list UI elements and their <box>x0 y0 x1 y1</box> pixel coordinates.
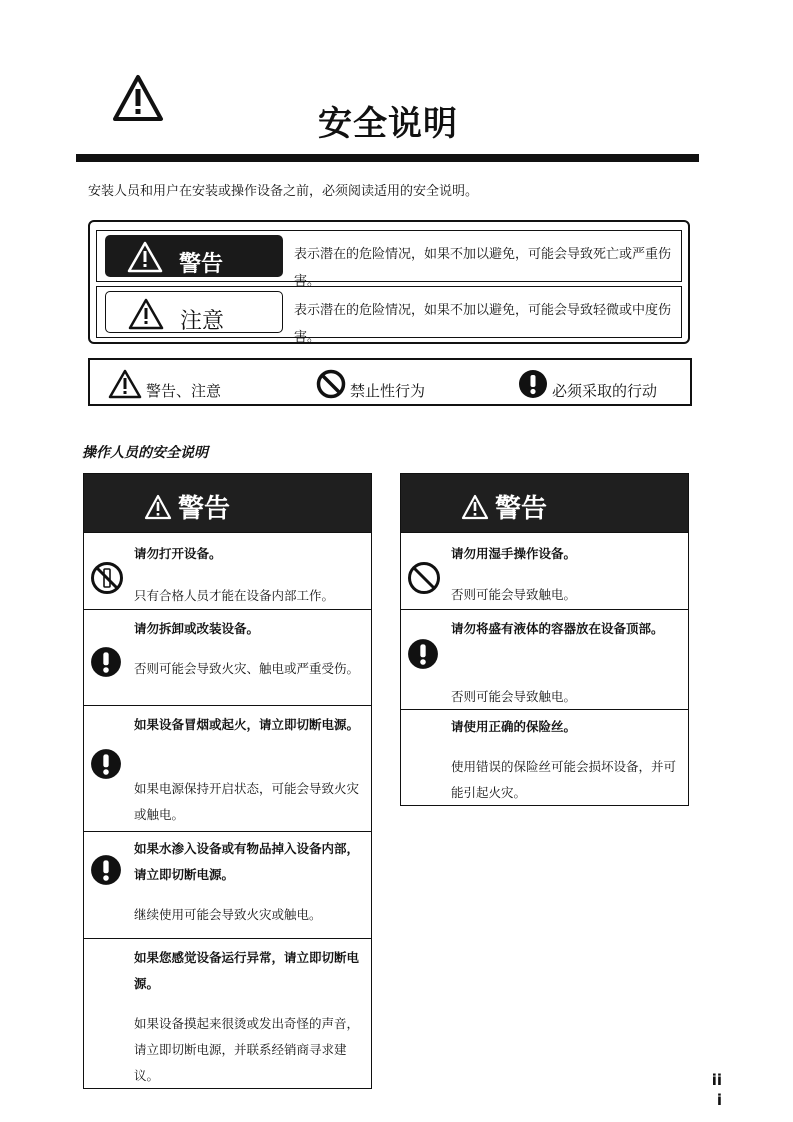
right-panel-title: 警告 <box>495 494 548 524</box>
exclamation-circle-icon <box>90 646 122 678</box>
warning-item <box>84 532 371 609</box>
warning-item <box>84 705 371 831</box>
warning-item <box>84 831 371 938</box>
symbol-mandatory-label: 必须采取的行动 <box>552 382 658 400</box>
warning-triangle-icon <box>144 494 172 520</box>
intro-text: 安装人员和用户在安装或操作设备之前，必须阅读适用的安全说明。 <box>88 184 479 199</box>
prohibition-icon <box>407 561 441 595</box>
item-description: 如果设备摸起来很烫或发出奇怪的声音，请立即切断电源，并联系经销商寻求建议。 <box>134 1016 360 1083</box>
right-panel-header <box>401 474 688 532</box>
warning-item <box>401 532 688 609</box>
section-heading: 操作人员的安全说明 <box>82 445 208 461</box>
symbol-mandatory <box>518 366 657 401</box>
symbol-prohibited <box>316 366 425 401</box>
prohibition-icon <box>316 369 346 399</box>
signal-word-legend <box>88 220 690 344</box>
symbol-warning-label: 警告、注意 <box>146 382 222 400</box>
legend-row-caution <box>96 286 682 345</box>
page-number-line-1: ii <box>711 1071 722 1089</box>
right-warning-panel <box>400 473 689 806</box>
left-panel-title: 警告 <box>178 494 231 524</box>
left-panel-header <box>84 474 371 532</box>
item-heading: 请使用正确的保险丝。 <box>451 719 577 734</box>
caution-description: 表示潜在的危险情况，如果不加以避免，可能会导致轻微或中度伤害。 <box>294 303 672 345</box>
caution-signal-word <box>105 291 283 333</box>
exclamation-circle-icon <box>90 854 122 886</box>
warning-label: 警告 <box>179 252 224 277</box>
exclamation-circle-icon <box>518 369 548 399</box>
exclamation-circle-icon <box>90 748 122 780</box>
item-heading: 请勿打开设备。 <box>134 546 222 561</box>
item-description: 继续使用可能会导致火灾或触电。 <box>134 907 322 922</box>
caution-label: 注意 <box>180 309 225 334</box>
item-description: 如果电源保持开启状态，可能会导致火灾或触电。 <box>134 781 360 822</box>
exclamation-circle-icon <box>407 638 439 670</box>
warning-description: 表示潜在的危险情况，如果不加以避免，可能会导致死亡或严重伤害。 <box>294 247 672 289</box>
warning-item <box>84 609 371 705</box>
item-heading: 如果水渗入设备或有物品掉入设备内部，请立即切断电源。 <box>134 841 360 882</box>
left-warning-panel <box>83 473 372 1089</box>
warning-triangle-icon <box>112 74 164 122</box>
title-rule <box>76 154 699 162</box>
symbol-prohibited-label: 禁止性行为 <box>350 382 426 400</box>
page-number-line-2: i <box>716 1091 722 1109</box>
warning-triangle-icon <box>461 494 489 520</box>
legend-row-warning <box>96 230 682 289</box>
item-heading: 请勿用湿手操作设备。 <box>451 546 577 561</box>
warning-item <box>84 938 371 1088</box>
warning-signal-word <box>105 235 283 277</box>
item-heading: 如果设备冒烟或起火，请立即切断电源。 <box>134 717 360 732</box>
item-description: 否则可能会导致触电。 <box>451 587 577 602</box>
item-description: 否则可能会导致火灾、触电或严重受伤。 <box>134 661 360 676</box>
page-title: 安全说明 <box>318 104 458 144</box>
symbol-key <box>88 358 692 406</box>
item-description: 只有合格人员才能在设备内部工作。 <box>134 588 335 603</box>
item-heading: 如果您感觉设备运行异常，请立即切断电源。 <box>134 950 360 991</box>
warning-item <box>401 609 688 709</box>
warning-triangle-icon <box>108 369 142 399</box>
warning-triangle-icon <box>128 298 164 330</box>
symbol-warning-caution <box>108 366 221 401</box>
no-disassembly-icon <box>90 561 124 595</box>
item-heading: 请勿拆卸或改装设备。 <box>134 621 260 636</box>
item-description: 使用错误的保险丝可能会损坏设备，并可能引起火灾。 <box>451 759 677 800</box>
page-number <box>702 1070 722 1110</box>
warning-item <box>401 709 688 805</box>
warning-triangle-icon <box>127 241 163 273</box>
item-heading: 请勿将盛有液体的容器放在设备顶部。 <box>451 621 664 636</box>
item-description: 否则可能会导致触电。 <box>451 689 577 704</box>
